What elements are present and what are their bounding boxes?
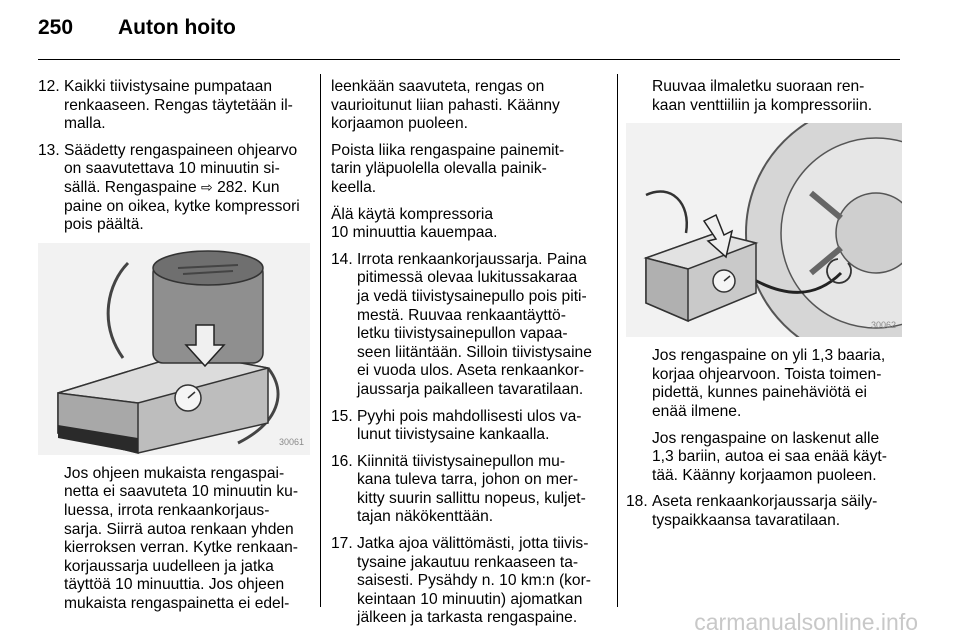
paragraph <box>626 78 902 115</box>
paragraph <box>331 78 608 134</box>
step-18 <box>626 493 902 530</box>
text-line: Kiinnitä tiivistysainepullon mu- <box>357 452 566 470</box>
text-line: täyttöä 10 minuuttia. Jos ohjeen <box>64 576 285 594</box>
step-14 <box>331 251 608 400</box>
text-line: Jos ohjeen mukaista rengaspai- <box>64 464 285 482</box>
paragraph <box>626 347 902 421</box>
text-line: 1,3 bariin, autoa ei saa enää käyt- <box>652 448 887 466</box>
text-line: Ruuvaa ilmaletku suoraan ren- <box>652 78 865 95</box>
paragraph <box>331 206 608 243</box>
text-line: netta ei saavuteta 10 minuutin ku- <box>64 483 299 501</box>
step-number: 17. <box>331 535 353 553</box>
text-line: korjaamon puoleen. <box>331 115 468 133</box>
text-line: kierroksen verran. Kytke renkaan- <box>64 539 299 557</box>
text-line: Jos rengaspaine on yli 1,3 baaria, <box>652 347 886 365</box>
text-line: malla. <box>64 115 106 133</box>
paragraph <box>38 465 310 614</box>
text-line: korjaa ohjearvoon. Toista toimen- <box>652 365 882 383</box>
text-line: Kaikki tiivistysaine pumpataan <box>64 78 273 95</box>
tyre-inflation-illustration <box>626 123 902 337</box>
text-line: pois päältä. <box>64 216 144 234</box>
text-line: Jos rengaspaine on laskenut alle <box>652 429 880 447</box>
step-12 <box>38 78 310 134</box>
text-line: renkaaseen. Rengas täytetään il- <box>64 96 293 114</box>
text-line: saisesti. Pysähdy n. 10 km:n (kor- <box>357 572 591 590</box>
text-line: Poista liika rengaspaine painemit- <box>331 141 565 159</box>
text-line: korjaussarja uudelleen ja jatka <box>64 557 274 575</box>
step-15 <box>331 408 608 445</box>
text-line: vaurioitunut liian pahasti. Käänny <box>331 96 560 114</box>
text-line: paine on oikea, kytke kompressori <box>64 197 300 215</box>
compressor-illustration <box>38 243 310 455</box>
text-line: mestä. Ruuvaa renkaantäyttö- <box>357 306 566 324</box>
step-number: 15. <box>331 407 353 425</box>
text-line: kana tuleva tarra, johon on mer- <box>357 471 579 489</box>
step-number: 18. <box>626 493 648 511</box>
page-number: 250 <box>38 16 74 39</box>
text-line: Älä käytä kompressoria <box>331 205 494 223</box>
step-16 <box>331 453 608 527</box>
text-line: sarja. Siirrä autoa renkaan yhden <box>64 520 294 538</box>
paragraph <box>626 430 902 486</box>
text-line: tarin yläpuolella olevalla painik- <box>331 160 547 178</box>
column-divider <box>617 74 618 607</box>
compressor-tyre-hose-icon <box>626 123 902 337</box>
text-line: Irrota renkaankorjaussarja. Paina <box>357 250 587 268</box>
text-line: Pyyhi pois mahdollisesti ulos va- <box>357 407 582 425</box>
text-line: kaan venttiiliin ja kompressoriin. <box>652 96 873 114</box>
text-line: kitty suurin sallittu nopeus, kuljet- <box>357 489 586 507</box>
text-line: Säädetty rengaspaineen ohjearvo <box>64 141 298 159</box>
text-line: ei vuoda ulos. Aseta renkaankor- <box>357 362 585 380</box>
step-number: 12. <box>38 78 60 95</box>
text-line: Jatka ajoa välittömästi, jotta tiivis- <box>357 535 589 553</box>
text-line: Aseta renkaankorjaussarja säily- <box>652 493 878 511</box>
step-number: 14. <box>331 250 353 268</box>
text-line: tää. Käänny korjaamon puoleen. <box>652 466 877 484</box>
text-line: jälkeen ja tarkasta rengaspaine. <box>357 609 578 627</box>
text-line: enää ilmene. <box>652 402 742 420</box>
header-rule <box>38 59 900 60</box>
paragraph <box>331 142 608 198</box>
text-line: pitimessä olevaa lukitussakaraa <box>357 269 578 287</box>
column-divider <box>320 74 321 607</box>
text-line: keintaan 10 minuutin) ajomatkan <box>357 590 583 608</box>
text-fragment: sällä. Rengaspaine <box>64 178 197 196</box>
text-line: jaussarja paikalleen tavaratilaan. <box>357 380 584 398</box>
page-title: Auton hoito <box>118 16 236 39</box>
figure-code: 30062 <box>870 319 896 330</box>
text-line: tyspaikkaansa tavaratilaan. <box>652 511 841 529</box>
text-line: 10 minuuttia kauempaa. <box>331 224 498 242</box>
text-line: on saavutettava 10 minuutin si- <box>64 160 280 178</box>
text-line: tysaine jakautuu renkaaseen ta- <box>357 553 579 571</box>
text-line <box>64 179 310 198</box>
watermark: carmanualsonline.info <box>694 609 918 635</box>
text-line: mukaista rengaspainetta ei edel- <box>64 594 290 612</box>
text-line: keella. <box>331 178 377 196</box>
step-13 <box>38 142 310 235</box>
text-line: leenkään saavuteta, rengas on <box>331 78 545 95</box>
step-17 <box>331 535 608 628</box>
text-line: seen liitäntään. Silloin tiivistysaine <box>357 343 592 361</box>
figure-code: 30061 <box>278 437 304 448</box>
page-reference-arrow-icon: ⇨ <box>200 179 213 196</box>
text-line: letku tiivistysainepullon vapaa- <box>357 325 568 343</box>
column-1 <box>38 78 310 622</box>
step-number: 13. <box>38 141 60 159</box>
text-line: ja vedä tiivistysainepullo pois piti- <box>357 287 587 305</box>
text-line: luessa, irrota renkaankorjaus- <box>64 501 270 519</box>
compressor-sealant-bottle-icon <box>38 243 310 455</box>
page-reference[interactable]: 282. Kun <box>217 178 280 196</box>
text-line: pidettä, kunnes painehäviötä ei <box>652 384 868 402</box>
text-line: tajan näkökenttään. <box>357 508 494 526</box>
text-line: lunut tiivistysaine kankaalla. <box>357 426 550 444</box>
step-number: 16. <box>331 452 353 470</box>
column-2 <box>331 78 608 636</box>
column-3 <box>626 78 902 539</box>
